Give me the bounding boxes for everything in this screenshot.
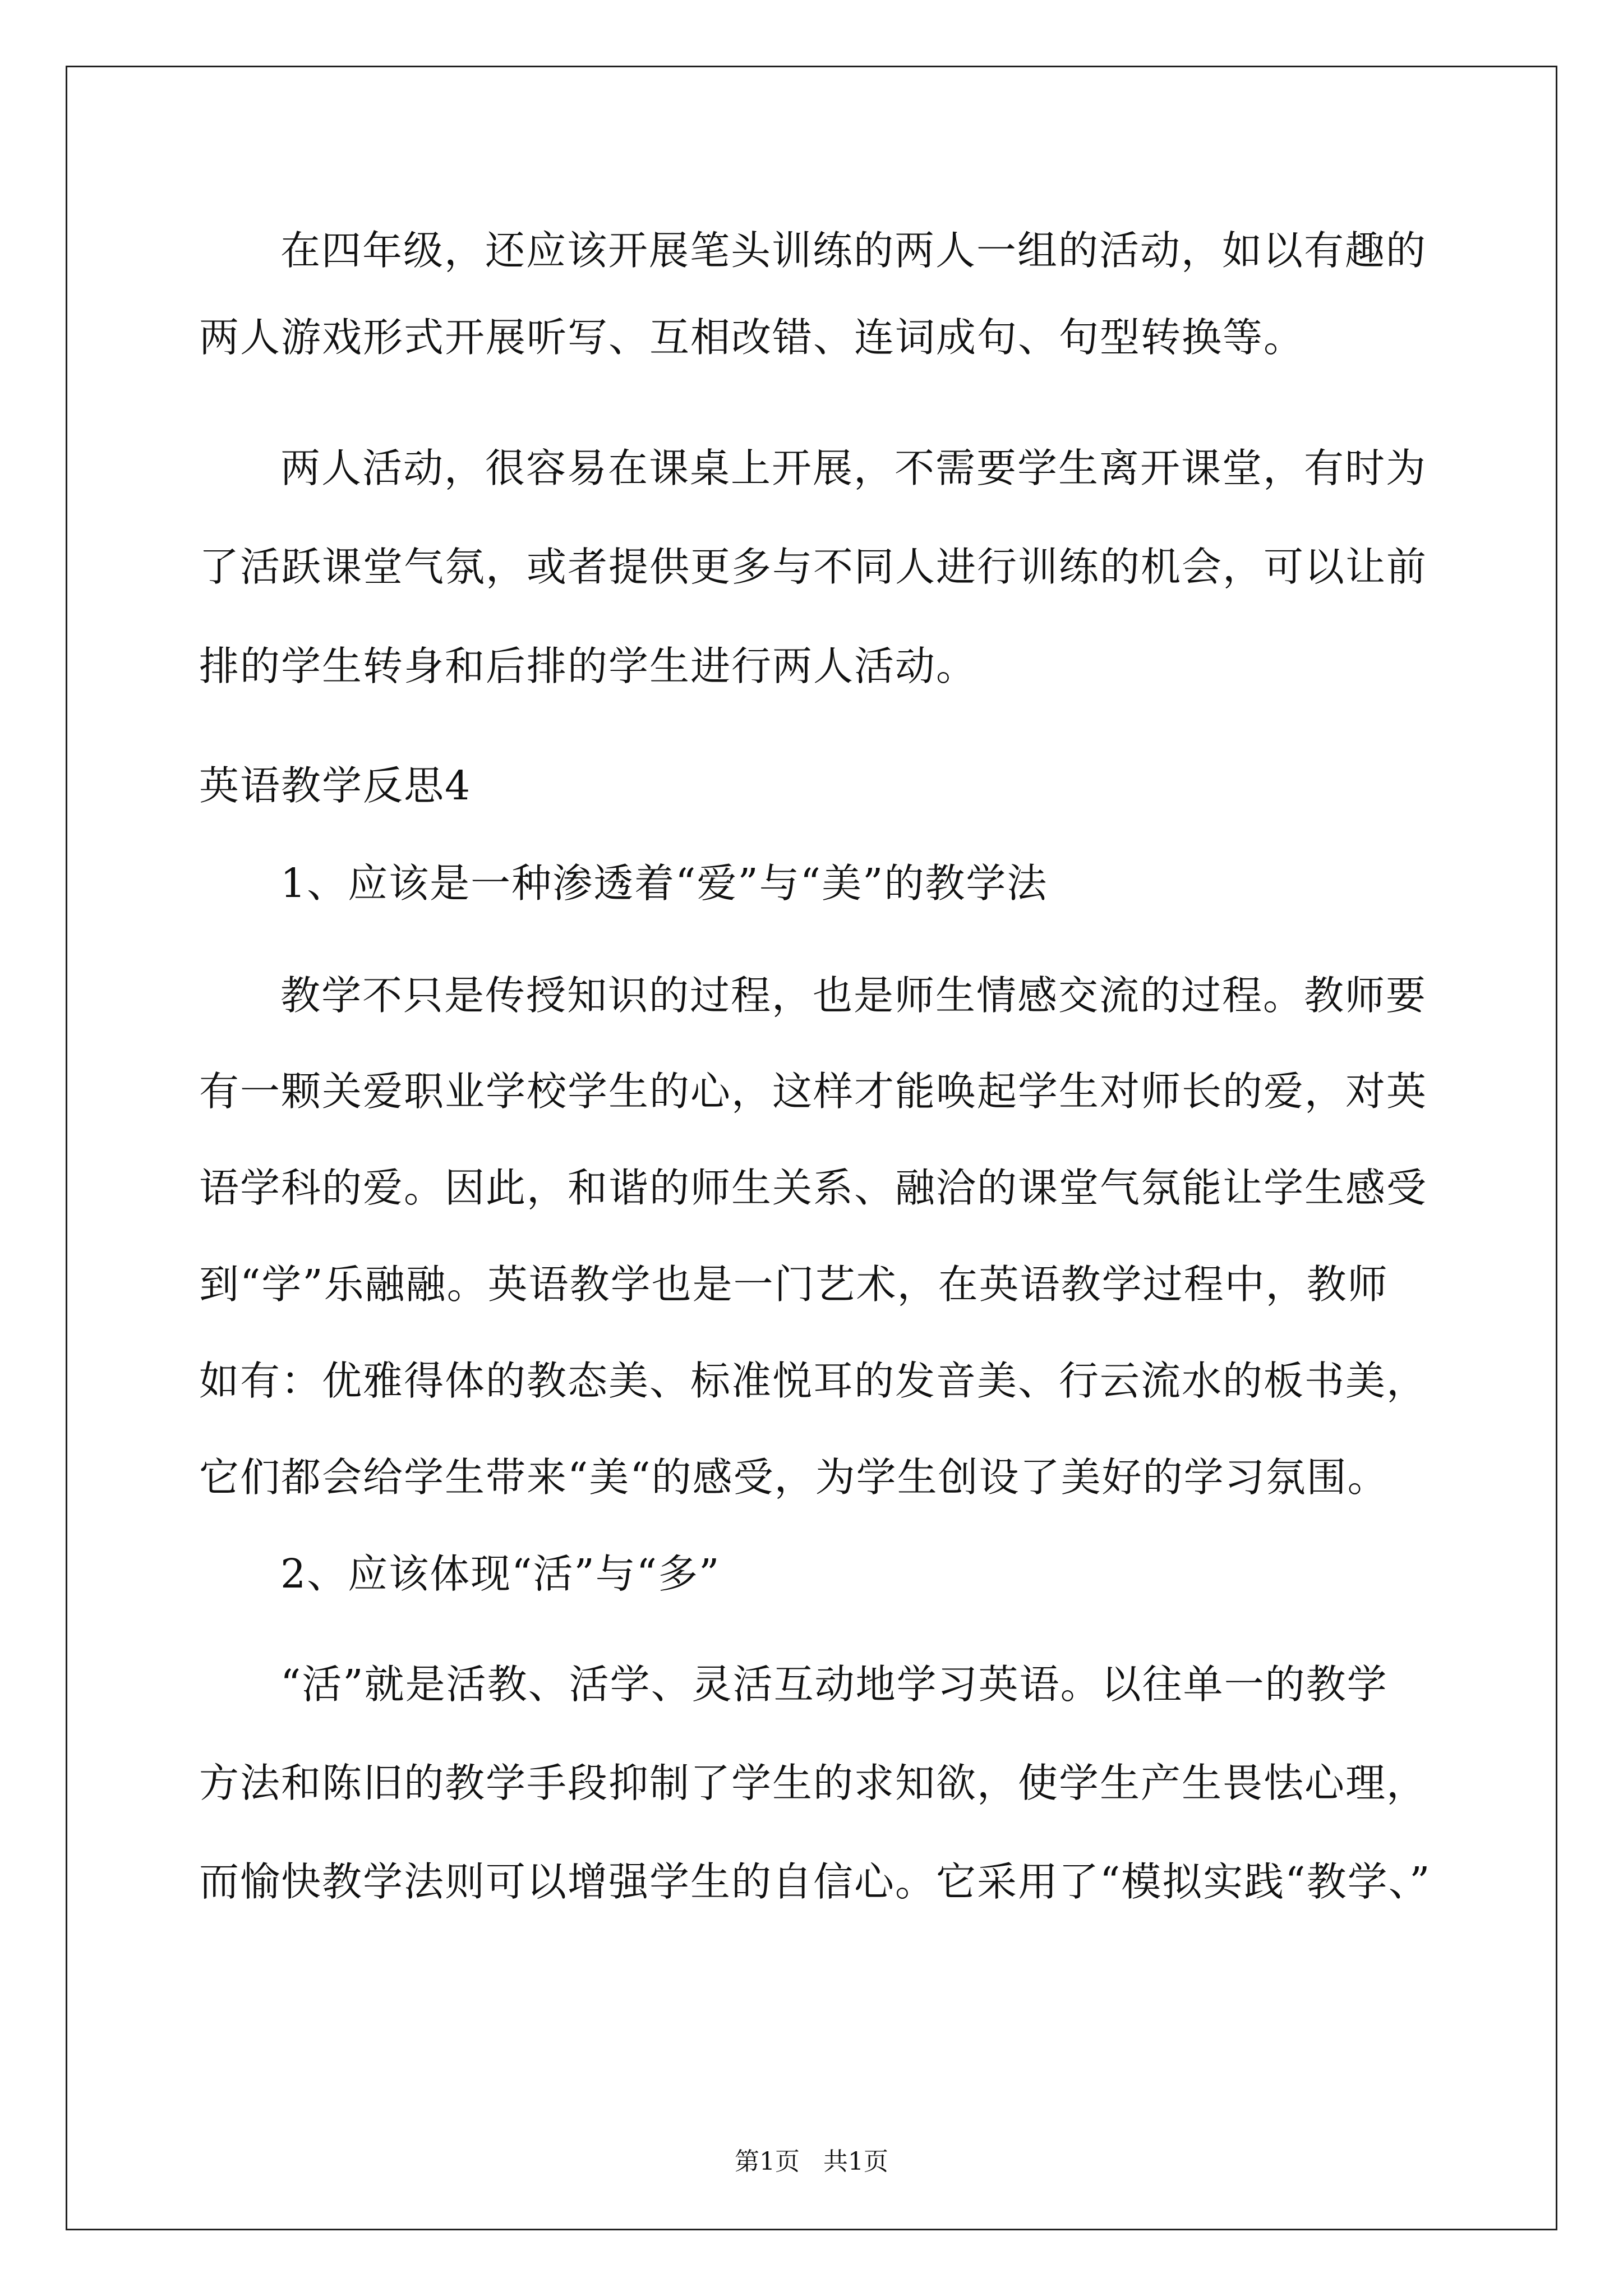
page-number-footer: 第1页 共1页	[735, 2147, 888, 2176]
subheading: 1、应该是一种渗透着“爱”与“美”的教学法	[280, 860, 1048, 907]
paragraph-line: 教学不只是传授知识的过程，也是师生情感交流的过程。教师要	[280, 972, 1427, 1019]
paragraph-line: 两人活动，很容易在课桌上开展，不需要学生离开课堂，有时为	[280, 445, 1427, 491]
paragraph-line: 两人游戏形式开展听写、互相改错、连词成句、句型转换等。	[199, 314, 1305, 361]
paragraph-line: 方法和陈旧的教学手段抑制了学生的求知欲，使学生产生畏怯心理，	[199, 1760, 1428, 1806]
paragraph-line: 如有：优雅得体的教态美、标准悦耳的发音美、行云流水的板书美，	[199, 1358, 1428, 1404]
paragraph-line: 而愉快教学法则可以增强学生的自信心。它采用了“模拟实践“教学、”	[199, 1858, 1431, 1905]
subheading: 2、应该体现“活”与“多”	[280, 1550, 721, 1597]
paragraph-line: 到“学”乐融融。英语教学也是一门艺术，在英语教学过程中，教师	[199, 1261, 1389, 1308]
paragraph-line: 在四年级，还应该开展笔头训练的两人一组的活动，如以有趣的	[280, 227, 1427, 274]
paragraph-line: 了活跃课堂气氛，或者提供更多与不同人进行训练的机会，可以让前	[199, 544, 1428, 590]
paragraph-line: 有一颗关爱职业学校学生的心，这样才能唤起学生对师长的爱，对英	[199, 1068, 1428, 1115]
paragraph-line: “活”就是活教、活学、灵活互动地学习英语。以往单一的教学	[280, 1661, 1388, 1708]
paragraph-line: 排的学生转身和后排的学生进行两人活动。	[199, 643, 978, 689]
paragraph-line: 它们都会给学生带来“美“的感受，为学生创设了美好的学习氛围。	[199, 1454, 1389, 1501]
paragraph-line: 语学科的爱。因此，和谐的师生关系、融洽的课堂气氛能让学生感受	[199, 1165, 1428, 1211]
section-heading: 英语教学反思4	[199, 762, 472, 809]
